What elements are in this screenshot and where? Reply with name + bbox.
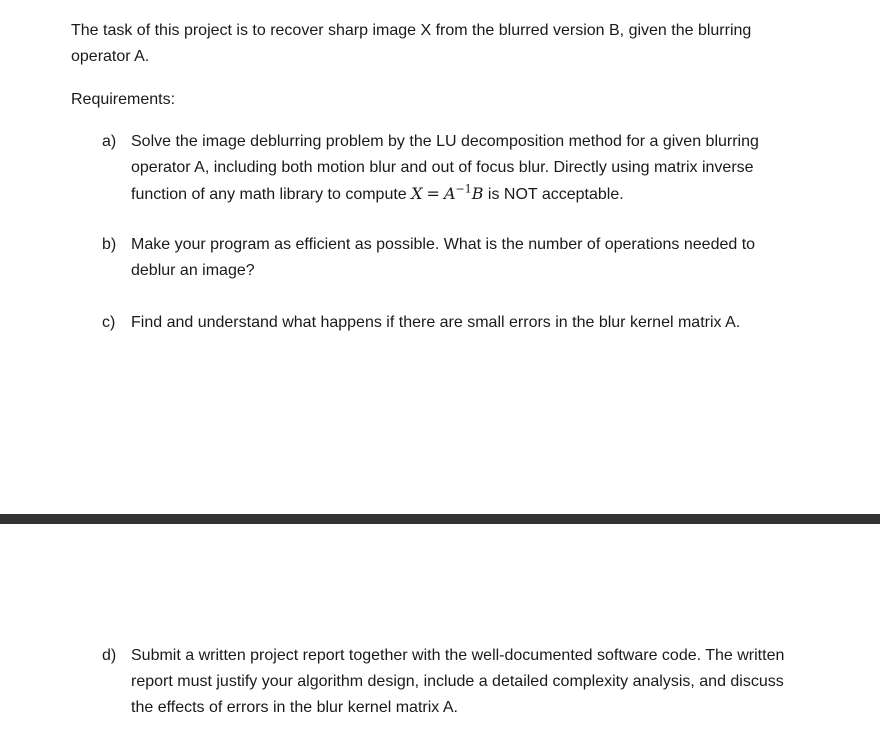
page-separator [0, 514, 880, 524]
list-item-d [102, 643, 802, 721]
list-item-text-before-math: Solve the image deblurring problem by the LU decomposition method for a given blurring operator A, including both motion blur and out of focus blur. Directly using matrix inverse function of any math library to compute [131, 133, 759, 203]
list-item-text: Submit a written project report together with the well-documented software code. The written report must justify your algorithm design, include a detailed complexity analysis, and discuss the effects of errors in the blur kernel matrix A. [131, 647, 785, 716]
list-marker: c) [102, 314, 116, 331]
list-item-text: Make your program as efficient as possible. What is the number of operations needed to deblur an image? [131, 236, 756, 279]
list-marker: b) [102, 236, 117, 253]
formula-lhs: X [411, 184, 423, 203]
formula-rhs: B [471, 184, 484, 203]
list-marker: a) [102, 133, 117, 150]
list-item-b [102, 232, 802, 284]
inverse-formula [411, 184, 483, 203]
list-item-c [102, 310, 802, 336]
formula-equals: = [426, 184, 440, 203]
formula-base: A [443, 184, 456, 203]
list-item-text [131, 129, 802, 208]
document-page-bottom [0, 524, 880, 733]
list-item-text-after-math: is NOT acceptable. [483, 186, 624, 203]
formula-exponent: −1 [455, 182, 472, 196]
list-item-a [102, 129, 802, 208]
requirements-heading: Requirements: [71, 91, 176, 108]
list-marker: d) [102, 647, 117, 664]
list-item-text: Find and understand what happens if there are small errors in the blur kernel matrix A. [131, 314, 741, 331]
intro-paragraph: The task of this project is to recover sharp image X from the blurred version B, given the blurring operator A. [71, 22, 752, 65]
